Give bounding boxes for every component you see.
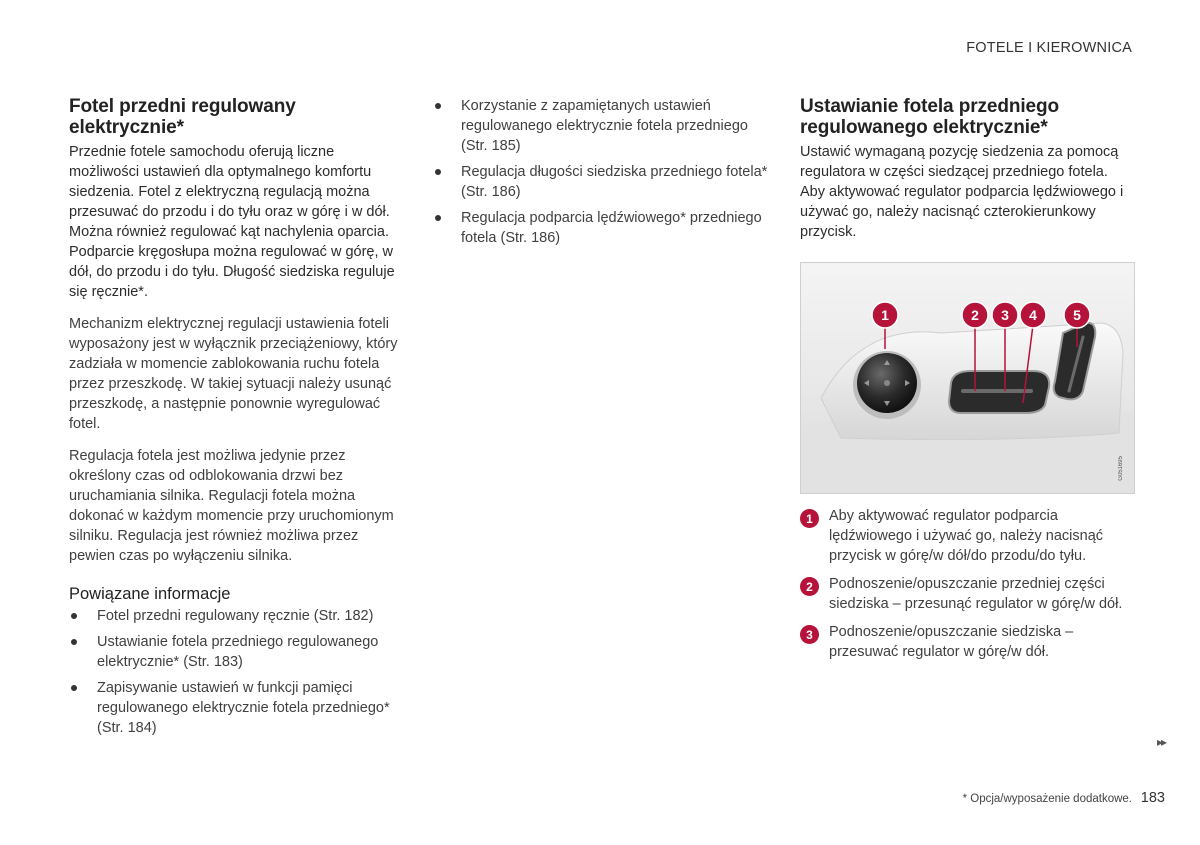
related-info-heading: Powiązane informacje	[69, 585, 231, 603]
column-middle	[433, 96, 773, 254]
figure-code: G051695	[1118, 456, 1124, 481]
callout-1	[872, 302, 898, 328]
related-link[interactable]: Zapisywanie ustawień w funkcji pamięci regulowanego elektrycznie fotela przedniego* (Str. 184)	[69, 678, 404, 738]
related-link[interactable]: Regulacja podparcia lędźwiowego* przedniego fotela (Str. 186)	[433, 208, 773, 248]
related-list	[69, 606, 404, 738]
heading-adjust-seat: Ustawianie fotela przedniego regulowanego elektrycznie*	[800, 96, 1060, 138]
related-list-continued	[433, 96, 773, 248]
legend-text: Podnoszenie/opuszczanie siedziska – przesuwać regulator w górę/w dół.	[829, 624, 1074, 660]
column-left	[69, 96, 404, 744]
related-link[interactable]: Fotel przedni regulowany ręcznie (Str. 182)	[69, 606, 404, 626]
legend-badge: 2	[800, 577, 819, 596]
intro-paragraph: Przednie fotele samochodu oferują liczne możliwości ustawień dla optymalnego komfortu siedzenia. Fotel z elektryczną regulacją można przesuwać do przodu i do tyłu oraz w górę i w dół. Można również regulować kąt nachylenia oparcia. Podparcie kręgosłupa można regulować w górę, w dół, do przodu i do tyłu. Długość siedziska reguluje się ręcznie*.	[69, 144, 395, 300]
legend-badge: 1	[800, 509, 819, 528]
callout-2	[962, 302, 988, 328]
callout-label: 3	[1001, 307, 1009, 323]
seat-controls-illustration	[800, 262, 1135, 494]
timing-paragraph: Regulacja fotela jest możliwa jedynie przez określony czas od odblokowania drzwi bez uruchamiania silnika. Regulacji fotela można dokonać w każdym momencie przy uruchomionym silniku. Regulacja jest również możliwa przez pewien czas po wyłączeniu silnika.	[69, 448, 394, 564]
legend-item-3	[800, 622, 1135, 662]
column-right	[800, 96, 1135, 670]
callout-4	[1020, 302, 1046, 328]
callout-3	[992, 302, 1018, 328]
callout-label: 5	[1073, 307, 1081, 323]
related-link[interactable]: Regulacja długości siedziska przedniego fotela* (Str. 186)	[433, 162, 773, 202]
related-link[interactable]: Ustawianie fotela przedniego regulowanego elektrycznie* (Str. 183)	[69, 632, 404, 672]
callout-label: 4	[1029, 307, 1037, 323]
section-title: FOTELE I KIEROWNICA	[966, 40, 1132, 56]
seat-controls-drawing	[801, 263, 1134, 493]
footnote: * Opcja/wyposażenie dodatkowe.	[962, 793, 1132, 805]
callout-5	[1064, 302, 1090, 328]
legend-item-2	[800, 574, 1135, 614]
legend-badge: 3	[800, 625, 819, 644]
next-page-arrow-icon: ▸▸	[1156, 735, 1165, 749]
page-number: 183	[1140, 790, 1165, 806]
overload-paragraph: Mechanizm elektrycznej regulacji ustawienia foteli wyposażony jest w wyłącznik przeciążeniowy, który zadziała w momencie zablokowania ruchu fotela przez przeszkodę. W takiej sytuacji należy usunąć przeszkodę, a następnie ponownie wyregulować fotel.	[69, 316, 398, 432]
callout-label: 1	[881, 307, 889, 323]
callout-label: 2	[971, 307, 979, 323]
adjust-intro: Ustawić wymaganą pozycję siedzenia za pomocą regulatora w części siedzącej przedniego fotela. Aby aktywować regulator podparcia lędźwiowego i używać go, należy nacisnąć czterokierunkowy przycisk.	[800, 144, 1124, 240]
legend-text: Aby aktywować regulator podparcia lędźwiowego i używać go, należy nacisnąć przycisk w górę/w dół/do przodu/do tyłu.	[829, 508, 1104, 564]
heading-electric-seat: Fotel przedni regulowany elektrycznie*	[69, 96, 296, 138]
legend-text: Podnoszenie/opuszczanie przedniej części siedziska – przesunąć regulator w górę/w dół.	[829, 576, 1123, 612]
callout-legend	[800, 506, 1135, 662]
related-link[interactable]: Korzystanie z zapamiętanych ustawień regulowanego elektrycznie fotela przedniego (Str. 185)	[433, 96, 773, 156]
legend-item-1	[800, 506, 1135, 566]
